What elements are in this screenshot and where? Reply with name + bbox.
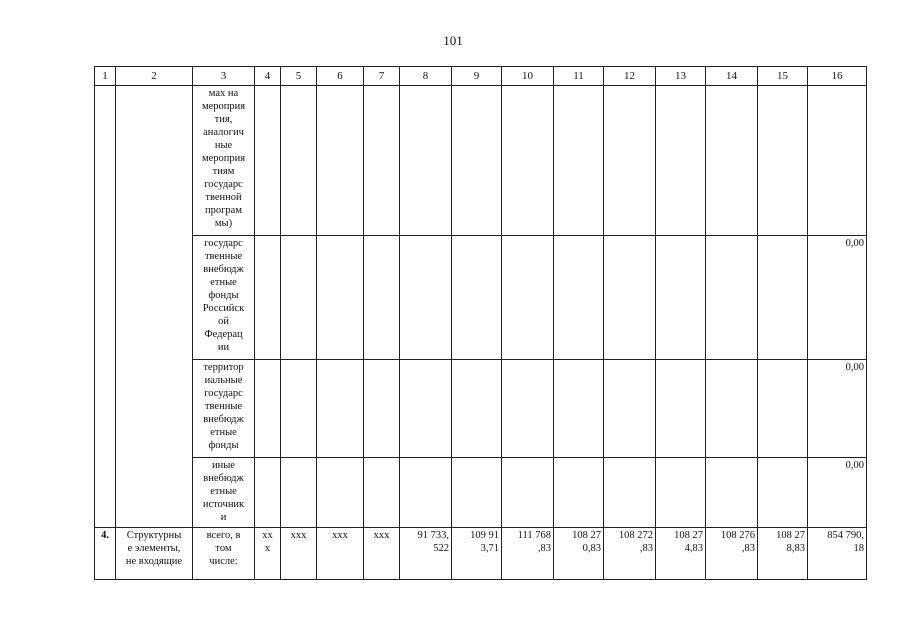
header-cell: 13 [656, 67, 706, 86]
header-cell: 14 [706, 67, 758, 86]
total-cell: 0,00 [808, 458, 867, 528]
header-cell: 2 [116, 67, 193, 86]
header-cell: 4 [255, 67, 281, 86]
funding-source-cell: иные внебюдж етные источник и [193, 458, 255, 528]
table-cell [758, 236, 808, 360]
table-cell [364, 458, 400, 528]
page-number: 101 [443, 33, 463, 48]
table-cell [255, 458, 281, 528]
table-cell [364, 360, 400, 458]
table-row [95, 86, 867, 236]
table-cell [706, 360, 758, 458]
header-cell: 6 [317, 67, 364, 86]
amount-cell: 109 91 3,71 [452, 528, 502, 580]
table-cell [255, 236, 281, 360]
table-cell [364, 86, 400, 236]
header-cell: 15 [758, 67, 808, 86]
header-cell: 12 [604, 67, 656, 86]
amount-cell: 108 27 8,83 [758, 528, 808, 580]
header-cell: 5 [281, 67, 317, 86]
table-cell [554, 86, 604, 236]
funding-source-cell: государс твенные внебюдж етные фонды Российск ой Федерац ии [193, 236, 255, 360]
table-cell [452, 86, 502, 236]
table-cell [706, 86, 758, 236]
table-row-section-4 [95, 528, 867, 580]
amount-cell: 108 276 ,83 [706, 528, 758, 580]
table-cell [317, 236, 364, 360]
table-cell [656, 236, 706, 360]
header-cell: 11 [554, 67, 604, 86]
table-cell: ххх [281, 528, 317, 580]
table-cell [400, 236, 452, 360]
total-cell: 854 790, 18 [808, 528, 867, 580]
table-cell [452, 236, 502, 360]
table-cell [706, 458, 758, 528]
table-cell: ххх [364, 528, 400, 580]
total-cell: 0,00 [808, 236, 867, 360]
funding-source-cell: всего, в том числе: [193, 528, 255, 580]
funding-source-cell: территор иальные государс твенные внебюдж етные фонды [193, 360, 255, 458]
table-cell [317, 360, 364, 458]
header-cell: 8 [400, 67, 452, 86]
table-cell [281, 86, 317, 236]
table-cell [758, 86, 808, 236]
table-cell [706, 236, 758, 360]
amount-cell: 108 272 ,83 [604, 528, 656, 580]
table-cell [554, 360, 604, 458]
table-cell [116, 86, 193, 528]
table-cell [758, 360, 808, 458]
table-cell [281, 360, 317, 458]
table-cell: хх х [255, 528, 281, 580]
table-cell [604, 458, 656, 528]
total-cell [808, 86, 867, 236]
row-index-cell: 4. [95, 528, 116, 580]
table-cell [758, 458, 808, 528]
total-cell: 0,00 [808, 360, 867, 458]
table-cell [604, 236, 656, 360]
table-cell [656, 458, 706, 528]
table-cell [400, 360, 452, 458]
table-cell [400, 458, 452, 528]
element-name-cell: Структурны е элементы, не входящие [116, 528, 193, 580]
header-cell: 9 [452, 67, 502, 86]
table-cell [364, 236, 400, 360]
amount-cell: 108 27 4,83 [656, 528, 706, 580]
amount-cell: 91 733, 522 [400, 528, 452, 580]
table-cell [95, 86, 116, 528]
table-cell [502, 86, 554, 236]
header-cell: 16 [808, 67, 867, 86]
table-cell [554, 458, 604, 528]
table-row [95, 458, 867, 528]
table-cell [317, 458, 364, 528]
header-cell: 1 [95, 67, 116, 86]
table-cell [656, 86, 706, 236]
table-cell [502, 458, 554, 528]
budget-table [94, 66, 867, 580]
table-cell [452, 458, 502, 528]
table-cell [400, 86, 452, 236]
table-row [95, 236, 867, 360]
header-cell: 10 [502, 67, 554, 86]
header-cell: 3 [193, 67, 255, 86]
table-cell [281, 236, 317, 360]
table-cell [317, 86, 364, 236]
amount-cell: 108 27 0,83 [554, 528, 604, 580]
amount-cell: 111 768 ,83 [502, 528, 554, 580]
header-cell: 7 [364, 67, 400, 86]
table-cell [255, 360, 281, 458]
table-cell [502, 360, 554, 458]
table-cell [502, 236, 554, 360]
header-row [95, 67, 867, 86]
funding-source-cell: мах на мероприя тия, аналогич ные мероприя тиям государс твенной програм мы) [193, 86, 255, 236]
table-cell [452, 360, 502, 458]
table-cell: ххх [317, 528, 364, 580]
table-cell [255, 86, 281, 236]
table-row [95, 360, 867, 458]
table-cell [281, 458, 317, 528]
table-cell [604, 360, 656, 458]
table-cell [554, 236, 604, 360]
table-cell [604, 86, 656, 236]
table-cell [656, 360, 706, 458]
